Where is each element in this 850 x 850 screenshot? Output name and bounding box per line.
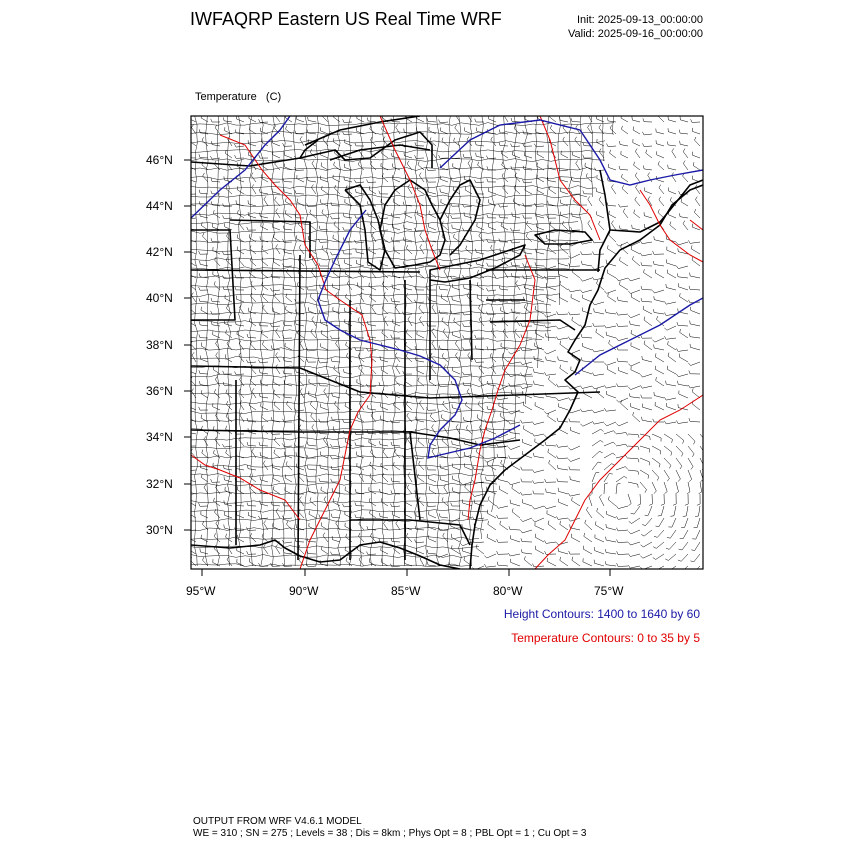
height-contour-legend: Height Contours: 1400 to 1640 by 60 bbox=[503, 607, 700, 621]
lat-label: 38°N bbox=[146, 338, 173, 352]
map-title: IWFAQRP Eastern US Real Time WRF bbox=[190, 9, 502, 29]
field-temperature: Temperature (C) bbox=[195, 91, 282, 103]
lat-label: 44°N bbox=[146, 199, 173, 213]
lon-label: 90°W bbox=[289, 584, 319, 598]
lat-label: 42°N bbox=[146, 245, 173, 259]
model-info bbox=[193, 816, 586, 840]
lat-label: 40°N bbox=[146, 291, 173, 305]
lat-label: 46°N bbox=[146, 153, 173, 167]
valid-time: Valid: 2025-09-16_00:00:00 bbox=[568, 28, 703, 40]
temperature-contour-legend: Temperature Contours: 0 to 35 by 5 bbox=[511, 631, 700, 645]
init-time: Init: 2025-09-13_00:00:00 bbox=[577, 14, 703, 26]
lat-label: 36°N bbox=[146, 384, 173, 398]
lat-label: 30°N bbox=[146, 523, 173, 537]
map-plot-area bbox=[186, 112, 706, 573]
lon-label: 85°W bbox=[391, 584, 421, 598]
lat-label: 34°N bbox=[146, 430, 173, 444]
lon-label: 75°W bbox=[594, 584, 624, 598]
model-version: OUTPUT FROM WRF V4.6.1 MODEL bbox=[193, 816, 362, 827]
lon-label: 95°W bbox=[186, 584, 216, 598]
model-config: WE = 310 ; SN = 275 ; Levels = 38 ; Dis = 8km ; Phys Opt = 8 ; PBL Opt = 1 ; Cu Opt = 3 bbox=[193, 828, 587, 839]
lon-label: 80°W bbox=[493, 584, 523, 598]
lat-label: 32°N bbox=[146, 477, 173, 491]
